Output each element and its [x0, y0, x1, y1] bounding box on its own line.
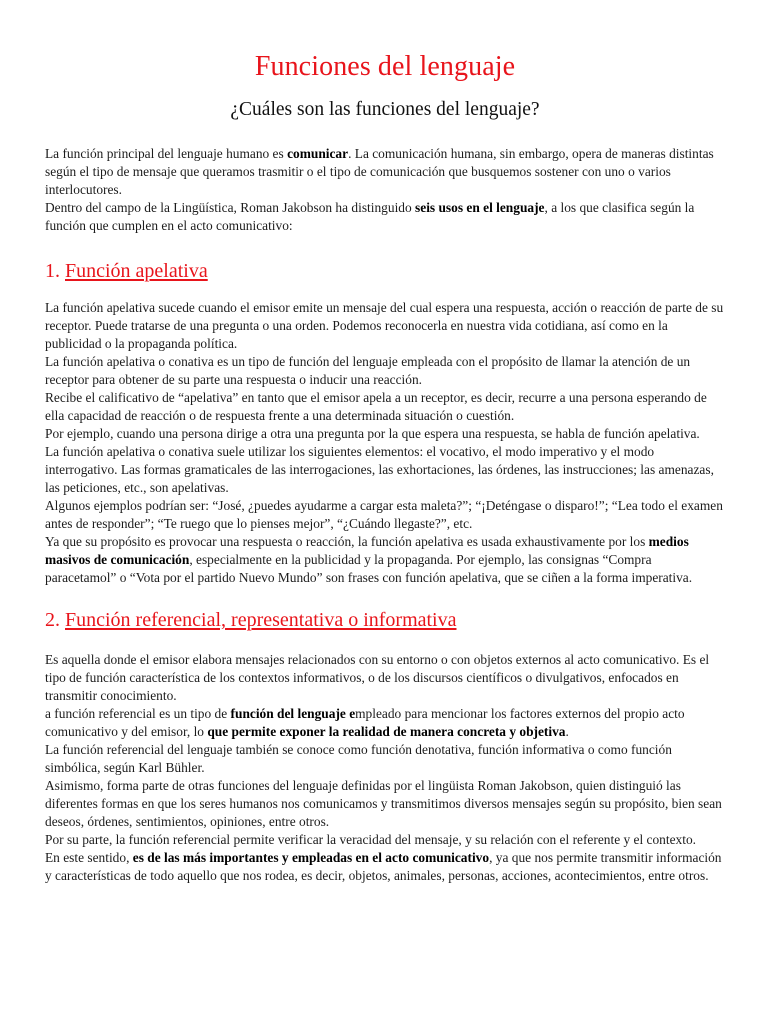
- text-run: La función apelativa o conativa suele utilizar los siguientes elementos: el vocativo, el modo imperativo y el modo interrogativo. Las formas gramaticales de las interrogaciones, las exhortaciones, las órdenes, las instrucciones; las amenazas, las peticiones, etc., son apelativas.: [45, 444, 714, 495]
- text-run: , ya que nos permite transmitir información y características de todo aquello que nos rodea, es decir, objetos, animales, personas, acciones, acontecimientos, entre otros.: [45, 850, 722, 883]
- section-title-link[interactable]: Función apelativa: [65, 260, 208, 282]
- bold-text: es de las más importantes y empleadas en el acto comunicativo: [132, 850, 490, 865]
- text-run: Por su parte, la función referencial permite verificar la veracidad del mensaje, y su relación con el referente y el contexto.: [45, 832, 696, 847]
- document-subtitle: ¿Cuáles son las funciones del lenguaje?: [230, 99, 540, 120]
- paragraph: [45, 389, 725, 425]
- text-run: La función principal del lenguaje humano es: [45, 146, 288, 161]
- text-run: Recibe el calificativo de “apelativa” en tanto que el emisor apela a un receptor, es decir, recurre a una persona esperando de ella capacidad de reacción o de respuesta frente a una determinada situación o cuestión.: [45, 390, 707, 423]
- paragraph: [45, 199, 725, 235]
- text-run: La función referencial del lenguaje también se conoce como función denotativa, función informativa o como función simbólica, según Karl Bühler.: [45, 742, 672, 775]
- paragraph: [45, 443, 725, 497]
- bold-text: seis usos en el lenguaje: [415, 200, 545, 215]
- text-run: La función apelativa o conativa es un tipo de función del lenguaje empleada con el propósito de llamar la atención de un receptor para obtener de su parte una respuesta o inducir una reacción.: [45, 354, 691, 387]
- paragraph: [45, 741, 725, 777]
- intro-block: [45, 145, 725, 235]
- bold-text: función del lenguaje e: [230, 706, 356, 721]
- section-body-referencial: [45, 651, 725, 885]
- paragraph: [45, 777, 725, 831]
- paragraph: [45, 145, 725, 199]
- section-body-apelativa: [45, 299, 725, 587]
- text-run: Es aquella donde el emisor elabora mensajes relacionados con su entorno o con objetos externos al acto comunicativo. Es el tipo de función característica de los contextos informativos, o de los discursos científicos o divulgativos, enfocados en transmitir conocimiento.: [45, 652, 710, 703]
- paragraph: [45, 705, 725, 741]
- text-run: a función referencial es un tipo de: [45, 706, 231, 721]
- text-run: Asimismo, forma parte de otras funciones del lenguaje definidas por el lingüista Roman Jakobson, quien distinguió las diferentes formas en que los seres humanos nos comunicamos y transmitimos diversos mensajes según su propósito, bien sean deseos, órdenes, sentimientos, opiniones, entre otros.: [45, 778, 722, 829]
- bold-text: comunicar: [287, 146, 349, 161]
- text-run: mpleado para mencionar los factores externos del propio acto comunicativo y del emisor, lo: [45, 706, 685, 739]
- text-run: En este sentido,: [45, 850, 133, 865]
- text-run: .: [565, 724, 569, 739]
- paragraph: [45, 533, 725, 587]
- text-run: Dentro del campo de la Lingüística, Roman Jakobson ha distinguido: [45, 200, 416, 215]
- paragraph: [45, 849, 725, 885]
- document-title: Funciones del lenguaje: [254, 51, 516, 82]
- bold-text: medios masivos de comunicación: [45, 534, 689, 567]
- paragraph: [45, 651, 725, 705]
- paragraph: [45, 497, 725, 533]
- section-heading-referencial: [45, 607, 725, 633]
- text-run: Algunos ejemplos podrían ser: “José, ¿puedes ayudarme a cargar esta maleta?”; “¡Deténgase o disparo!”; “Lea todo el examen antes de responder”; “Te ruego que lo pienses mejor”, “¿Cuándo llegaste?”, etc.: [45, 498, 723, 531]
- text-run: , a los que clasifica según la función que cumplen en el acto comunicativo:: [45, 200, 695, 233]
- section-number: 2.: [45, 609, 60, 631]
- text-run: . La comunicación humana, sin embargo, opera de maneras distintas según el tipo de mensaje que queramos trasmitir o el tipo de comunicación que busquemos sostener con uno o varios interlocutores.: [45, 146, 714, 197]
- section-title-link[interactable]: Función referencial, representativa o informativa: [65, 609, 457, 631]
- paragraph: [45, 299, 725, 353]
- section-heading-apelativa: [45, 258, 725, 284]
- section-number: 1.: [45, 260, 60, 282]
- document-page: [45, 0, 725, 885]
- text-run: Por ejemplo, cuando una persona dirige a otra una pregunta por la que espera una respuesta, se habla de función apelativa.: [45, 426, 700, 441]
- bold-text: que permite exponer la realidad de manera concreta y objetiva: [207, 724, 566, 739]
- text-run: , especialmente en la publicidad y la propaganda. Por ejemplo, las consignas “Compra paracetamol” o “Vota por el partido Nuevo Mundo” son frases con función apelativa, que se ciñen a la forma imperativa.: [45, 552, 693, 585]
- text-run: La función apelativa sucede cuando el emisor emite un mensaje del cual espera una respuesta, acción o reacción de parte de su receptor. Puede tratarse de una pregunta o una orden. Podemos reconocerla en nuestra vida cotidiana, así como en la publicidad o la propaganda política.: [45, 300, 724, 351]
- paragraph: [45, 353, 725, 389]
- paragraph: [45, 425, 725, 443]
- paragraph: [45, 831, 725, 849]
- text-run: Ya que su propósito es provocar una respuesta o reacción, la función apelativa es usada exhaustivamente por los: [45, 534, 649, 549]
